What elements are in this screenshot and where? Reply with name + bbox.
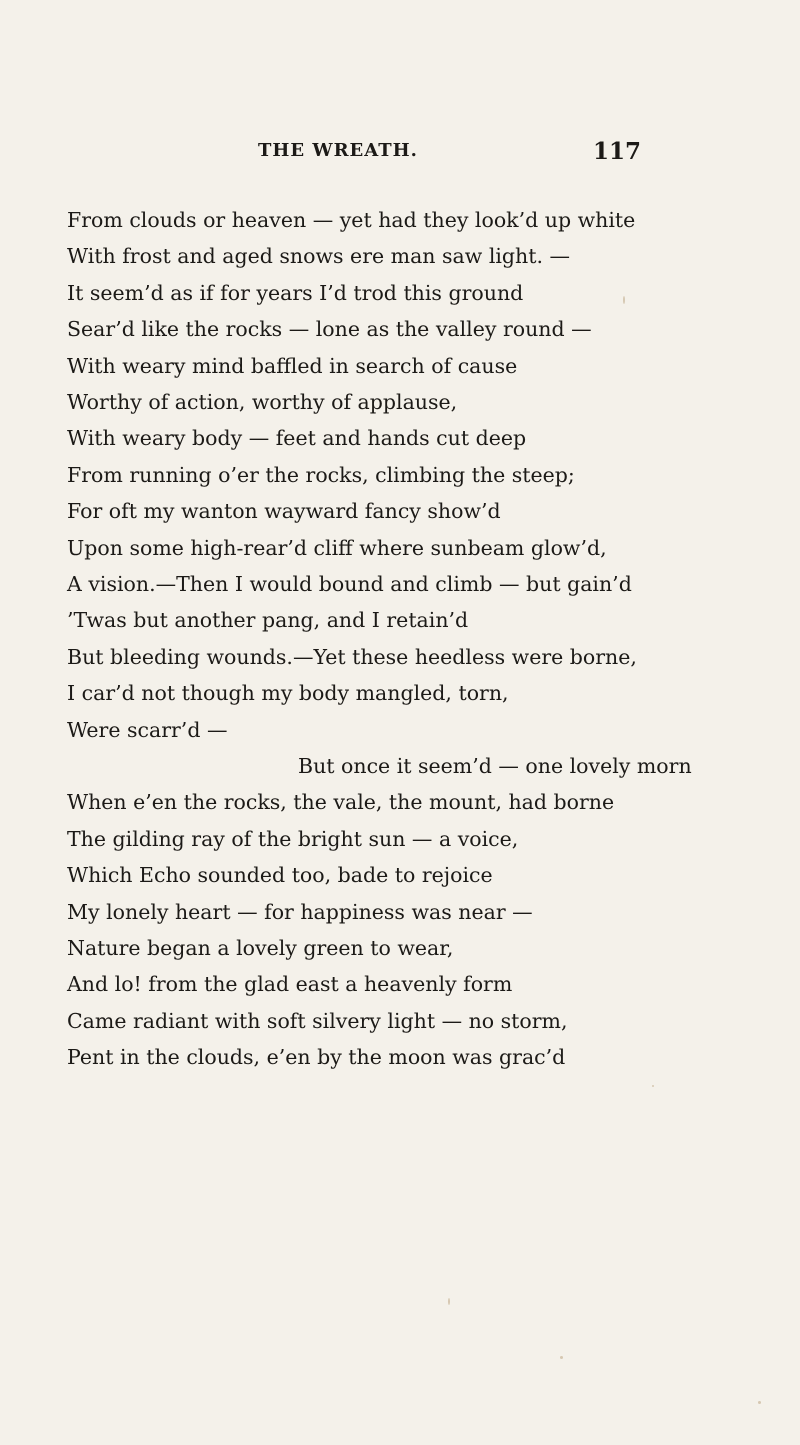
paper-speck [758,1401,761,1404]
poem-line: With frost and aged snows ere man saw light. — [67,244,571,269]
poem-line: Nature began a lovely green to wear, [67,936,454,960]
poem-line: Were scarr’d — [67,717,228,742]
poem-line: From clouds or heaven — yet had they look’d up white [67,208,636,232]
poem-line: But once it seem’d — one lovely morn [298,754,692,778]
poem-line: I car’d not though my body mangled, torn, [67,681,509,706]
poem-line: The gilding ray of the bright sun — a voice, [67,826,519,851]
poem-line: Upon some high-rear’d cliff where sunbeam glow’d, [67,535,607,560]
poem-line: Pent in the clouds, e’en by the moon was grac’d [67,1045,566,1070]
paper-speck [652,1085,654,1087]
poem-line: It seem’d as if for years I’d trod this ground [67,280,524,305]
page-number: 117 [593,138,642,165]
poem-line: For oft my wanton wayward fancy show’d [67,499,501,524]
poem-line: When e’en the rocks, the vale, the mount, had borne [67,790,615,815]
poem-line: With weary mind baffled in search of cause [67,353,518,378]
poem-line: My lonely heart — for happiness was near — [67,899,533,924]
paper-speck [448,1298,450,1305]
poem-line: Sear’d like the rocks — lone as the valley round — [67,317,592,342]
poem-line: A vision.—Then I would bound and climb — but gain’d [67,572,632,596]
running-title: THE WREATH. [258,140,418,161]
paper-speck [623,296,625,304]
poem-line: From running o’er the rocks, climbing the steep; [67,462,575,487]
poem-line: And lo! from the glad east a heavenly form [67,972,513,997]
poem-line: Came radiant with soft silvery light — no storm, [67,1008,568,1033]
running-head [0,140,800,170]
poem-line: Worthy of action, worthy of applause, [67,390,458,414]
poem-line: Which Echo sounded too, bade to rejoice [67,863,493,888]
poem-line: With weary body — feet and hands cut deep [67,426,527,451]
poem-line: ’Twas but another pang, and I retain’d [67,608,469,633]
poem-line: But bleeding wounds.—Yet these heedless were borne, [67,644,637,669]
paper-speck [560,1356,563,1359]
